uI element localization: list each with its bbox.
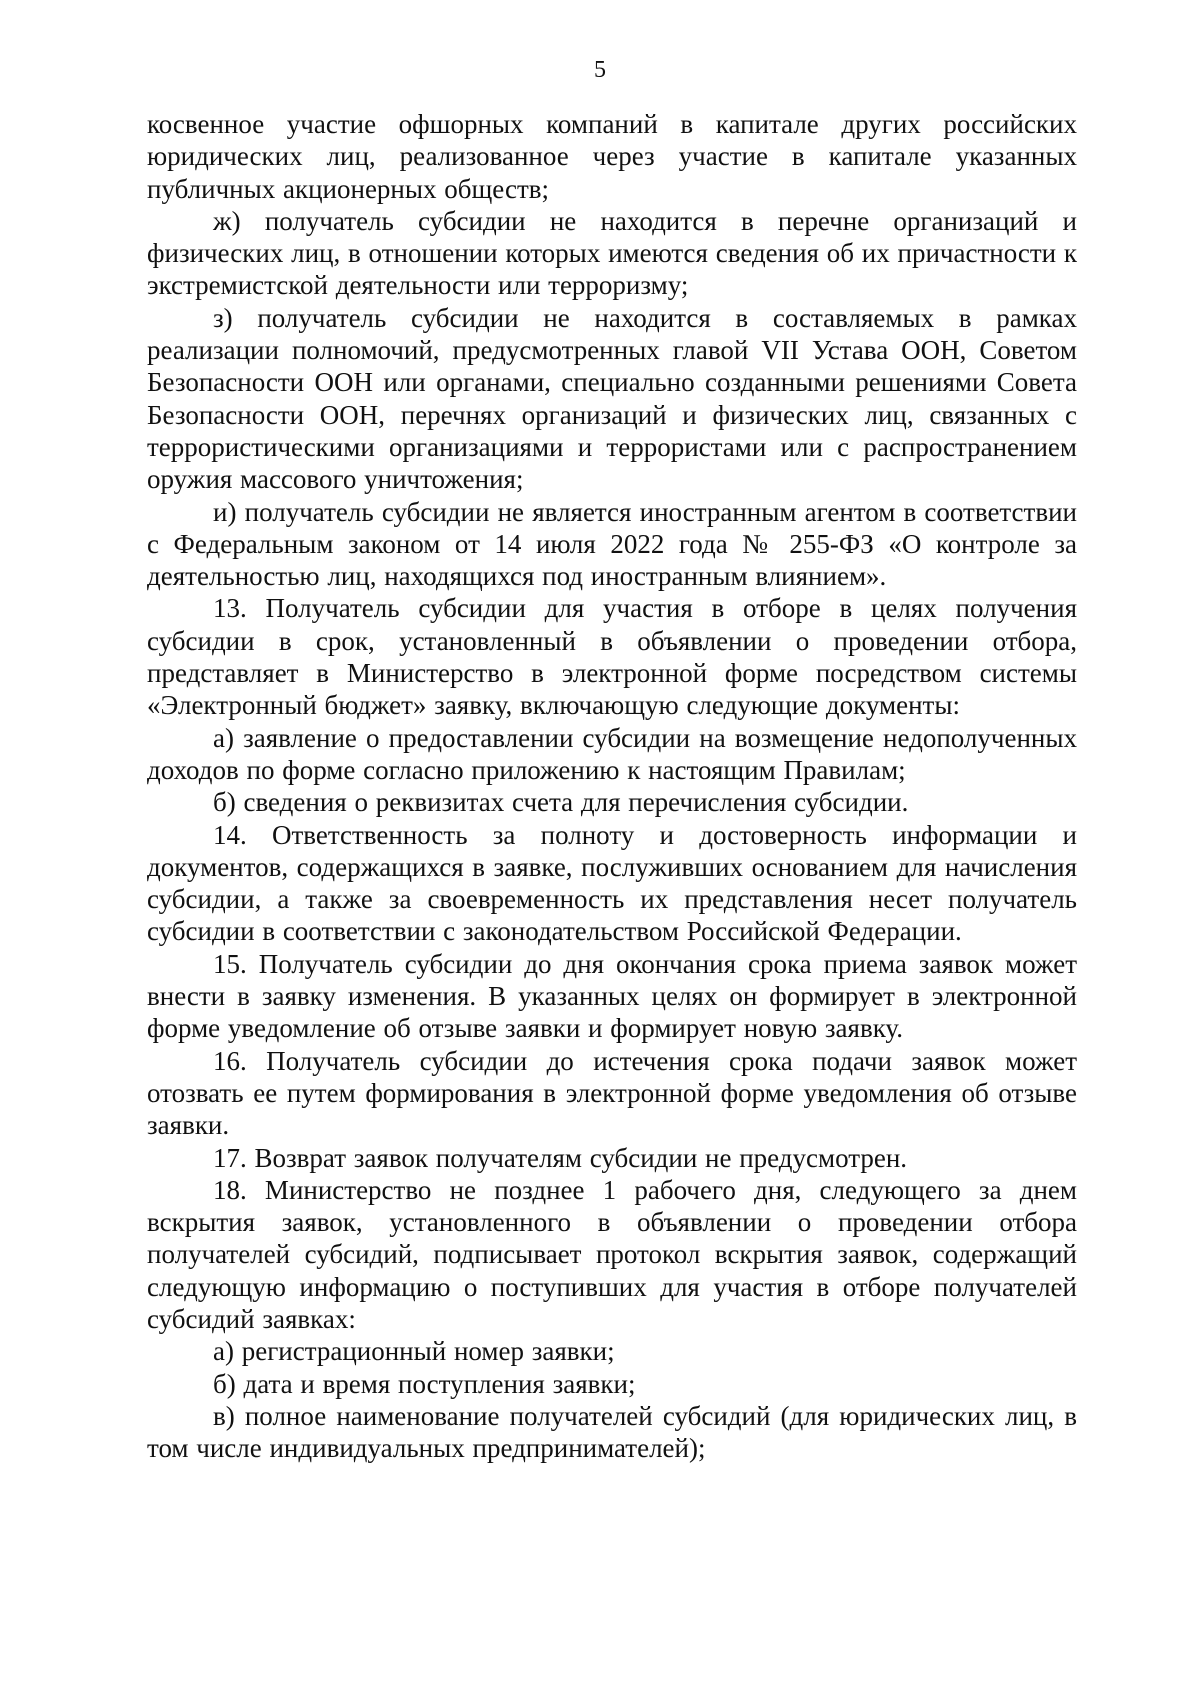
paragraph-18-item-v: в) полное наименование получателей субсидий (для юридических лиц, в том числе индивидуальных предпринимателей); xyxy=(147,1400,1077,1464)
paragraph-14: 14. Ответственность за полноту и достоверность информации и документов, содержащихся в заявке, послуживших основанием для начисления субсидии, а также за своевременность их представления несет получатель субсидии в соответствии с законодательством Российской Федерации. xyxy=(147,819,1077,947)
paragraph-18: 18. Министерство не позднее 1 рабочего дня, следующего за днем вскрытия заявок, установленного в объявлении о проведении отбора получателей субсидий, подписывает протокол вскрытия заявок, содержащий следующую информацию о поступивших для участия в отборе получателей субсидий заявках: xyxy=(147,1174,1077,1334)
paragraph-13-item-a: а) заявление о предоставлении субсидии на возмещение недополученных доходов по форме согласно приложению к настоящим Правилам; xyxy=(147,722,1077,785)
paragraph-item-z: з) получатель субсидии не находится в составляемых в рамках реализации полномочий, предусмотренных главой VII Устава ООН, Советом Безопасности ООН или органами, специально созданными решениями Совета Безопасности ООН, перечнях организаций и физических лиц, связанных с террористическими организациями и террористами или с распространением оружия массового уничтожения; xyxy=(147,302,1077,495)
paragraph-item-zh: ж) получатель субсидии не находится в перечне организаций и физических лиц, в отношении которых имеются сведения об их причастности к экстремистской деятельности или терроризму; xyxy=(147,205,1077,301)
paragraph-13-item-b: б) сведения о реквизитах счета для перечисления субсидии. xyxy=(213,787,909,818)
paragraph-17: 17. Возврат заявок получателям субсидии не предусмотрен. xyxy=(213,1142,908,1173)
document-body xyxy=(147,108,1077,1464)
page-number: 5 xyxy=(594,57,606,83)
paragraph-13: 13. Получатель субсидии для участия в отборе в целях получения субсидии в срок, установленный в объявлении о проведении отбора, представляет в Министерство в электронной форме посредством системы «Электронный бюджет» заявку, включающую следующие документы: xyxy=(147,593,1077,721)
paragraph-continuation: косвенное участие офшорных компаний в капитале других российских юридических лиц, реализованное через участие в капитале указанных публичных акционерных обществ; xyxy=(147,109,1077,204)
paragraph-item-i: и) получатель субсидии не является иностранным агентом в соответствии с Федеральным законом от 14 июля 2022 года № 255-ФЗ «О контроле за деятельностью лиц, находящихся под иностранным влиянием». xyxy=(147,496,1077,592)
paragraph-18-item-b: б) дата и время поступления заявки; xyxy=(213,1368,636,1399)
paragraph-18-item-a: а) регистрационный номер заявки; xyxy=(213,1336,615,1367)
paragraph-16: 16. Получатель субсидии до истечения срока подачи заявок может отозвать ее путем формирования в электронной форме уведомления об отзыве заявки. xyxy=(147,1045,1077,1141)
paragraph-15: 15. Получатель субсидии до дня окончания срока приема заявок может внести в заявку изменения. В указанных целях он формирует в электронной форме уведомление об отзыве заявки и формирует новую заявку. xyxy=(147,948,1077,1044)
